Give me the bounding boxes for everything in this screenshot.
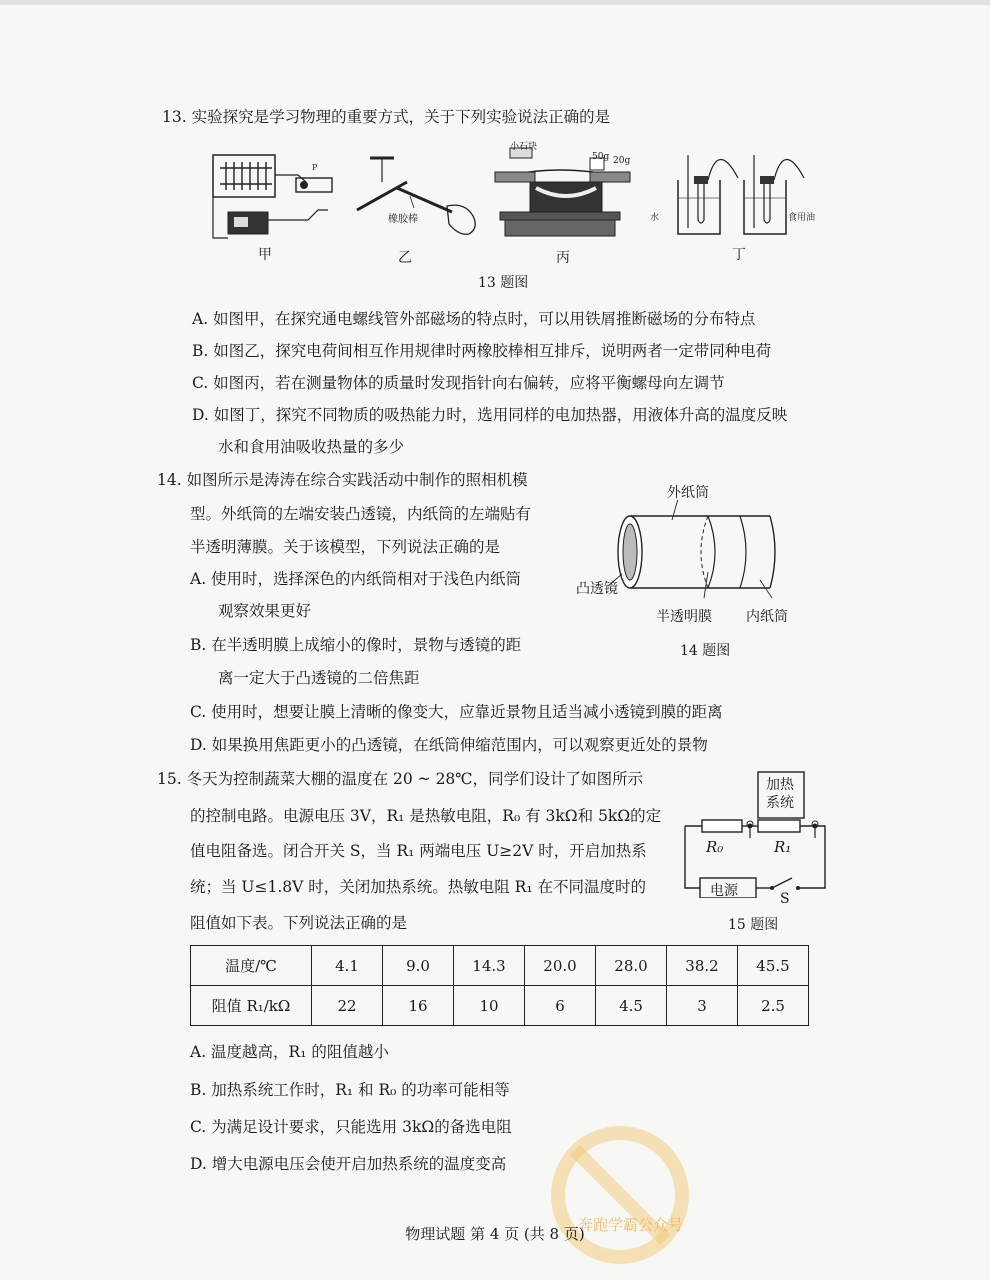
q14-option-d: D. 如果换用焦距更小的凸透镜，在纸筒伸缩范围内，可以观察更近处的景物 xyxy=(190,736,708,754)
q13-figure-jia xyxy=(208,150,343,245)
q13-option-d-cont: 水和食用油吸收热量的多少 xyxy=(218,438,405,456)
table-cell: 9.0 xyxy=(383,946,454,986)
q15-option-b: B. 加热系统工作时，R₁ 和 R₀ 的功率可能相等 xyxy=(190,1081,510,1099)
table-cell: 14.3 xyxy=(454,946,525,986)
table-cell: 20.0 xyxy=(525,946,596,986)
q13-label-yi: 乙 xyxy=(398,250,412,266)
table-cell: 10 xyxy=(454,986,525,1026)
cooking-oil-label: 食用油 xyxy=(788,213,816,223)
heater-label-line2: 系统 xyxy=(766,795,794,811)
q15-option-a: A. 温度越高，R₁ 的阻值越小 xyxy=(190,1043,389,1061)
weight-50g-label: 50g xyxy=(592,152,610,162)
q14-option-c: C. 使用时，想要让膜上清晰的像变大，应靠近景物且适当减小透镜到膜的距离 xyxy=(190,703,723,721)
table-cell: 6 xyxy=(525,986,596,1026)
q14-figure-camera-model xyxy=(600,500,790,605)
q15-option-c: C. 为满足设计要求，只能选用 3kΩ的备选电阻 xyxy=(190,1118,512,1136)
q13-figure-ding xyxy=(660,150,820,240)
q15-figure-caption: 15 题图 xyxy=(728,917,779,933)
q13-option-a: A. 如图甲，在探究通电螺线管外部磁场的特点时，可以用铁屑推断磁场的分布特点 xyxy=(192,310,756,328)
r0-label: R₀ xyxy=(706,838,724,856)
q14-option-a-cont: 观察效果更好 xyxy=(218,602,312,620)
water-label: 水 xyxy=(650,213,660,223)
q14-stem-line1: 14. 如图所示是涛涛在综合实践活动中制作的照相机模 xyxy=(157,471,528,489)
q15-figure-circuit xyxy=(680,768,830,898)
inner-tube-label: 内纸筒 xyxy=(746,609,788,625)
q15-stem-line5: 阻值如下表。下列说法正确的是 xyxy=(190,914,408,932)
q13-option-c: C. 如图丙，若在测量物体的质量时发现指针向右偏转，应将平衡螺母向左调节 xyxy=(192,374,725,392)
table-cell: 3 xyxy=(667,986,738,1026)
table-cell: 22 xyxy=(312,986,383,1026)
table-cell: 16 xyxy=(383,986,454,1026)
q13-label-ding: 丁 xyxy=(732,247,746,263)
table-cell: 45.5 xyxy=(738,946,809,986)
q13-figure-caption: 13 题图 xyxy=(478,275,529,291)
page-footer: 物理试题 第 4 页 (共 8 页) xyxy=(405,1225,585,1243)
watermark-text: 奔跑学霸公众号 xyxy=(578,1216,684,1234)
weight-20g-label: 20g xyxy=(613,156,631,166)
table-cell: 38.2 xyxy=(667,946,738,986)
q13-label-bing: 丙 xyxy=(556,250,570,266)
table-header-temperature: 温度/℃ xyxy=(191,946,312,986)
q13-stem: 13. 实验探究是学习物理的重要方式，关于下列实验说法正确的是 xyxy=(162,108,611,126)
q14-figure-caption: 14 题图 xyxy=(680,643,731,659)
q15-stem-line3: 值电阻备选。闭合开关 S，当 R₁ 两端电压 U≥2V 时，开启加热系 xyxy=(190,842,647,860)
q13-option-b: B. 如图乙，探究电荷间相互作用规律时两橡胶棒相互排斥，说明两者一定带同种电荷 xyxy=(192,342,772,360)
r1-label: R₁ xyxy=(774,838,792,856)
scan-edge xyxy=(0,0,990,5)
q15-option-d: D. 增大电源电压会使开启加热系统的温度变高 xyxy=(190,1155,507,1173)
svg-text:P: P xyxy=(312,163,318,172)
q15-stem-line4: 统；当 U≤1.8V 时，关闭加热系统。热敏电阻 R₁ 在不同温度时的 xyxy=(190,878,646,896)
translucent-film-label: 半透明膜 xyxy=(656,609,712,625)
q14-option-b: B. 在半透明膜上成缩小的像时，景物与透镜的距 xyxy=(190,636,522,654)
convex-lens-label: 凸透镜 xyxy=(576,581,618,597)
table-cell: 2.5 xyxy=(738,986,809,1026)
heater-label-line1: 加热 xyxy=(766,777,794,793)
stone-block-label: 小石块 xyxy=(510,142,538,152)
q13-label-jia: 甲 xyxy=(258,247,272,263)
table-cell: 4.5 xyxy=(596,986,667,1026)
table-cell: 4.1 xyxy=(312,946,383,986)
q14-stem-line2: 型。外纸筒的左端安装凸透镜，内纸筒的左端贴有 xyxy=(190,505,532,523)
q14-stem-line3: 半透明薄膜。关于该模型，下列说法正确的是 xyxy=(190,538,501,556)
q15-stem-line1: 15. 冬天为控制蔬菜大棚的温度在 20 ~ 28℃，同学们设计了如图所示 xyxy=(157,770,644,788)
outer-tube-label: 外纸筒 xyxy=(667,485,709,501)
q14-option-a: A. 使用时，选择深色的内纸筒相对于浅色内纸筒 xyxy=(190,570,522,588)
resistance-table xyxy=(190,945,809,1026)
q14-option-b-cont: 离一定大于凸透镜的二倍焦距 xyxy=(218,669,420,687)
table-header-resistance: 阻值 R₁/kΩ xyxy=(191,986,312,1026)
table-row-resistance xyxy=(191,986,809,1026)
watermark-circle xyxy=(545,1120,695,1270)
rubber-rod-label: 橡胶棒 xyxy=(388,214,418,225)
power-source-label: 电源 xyxy=(710,883,738,899)
q13-option-d: D. 如图丁，探究不同物质的吸热能力时，选用同样的电加热器，用液体升高的温度反映 xyxy=(192,406,788,424)
table-cell: 28.0 xyxy=(596,946,667,986)
q13-figure-yi xyxy=(352,150,487,245)
table-row-temperature xyxy=(191,946,809,986)
switch-label: S xyxy=(780,891,790,907)
q15-stem-line2: 的控制电路。电源电压 3V，R₁ 是热敏电阻，R₀ 有 3kΩ和 5kΩ的定 xyxy=(190,807,662,825)
